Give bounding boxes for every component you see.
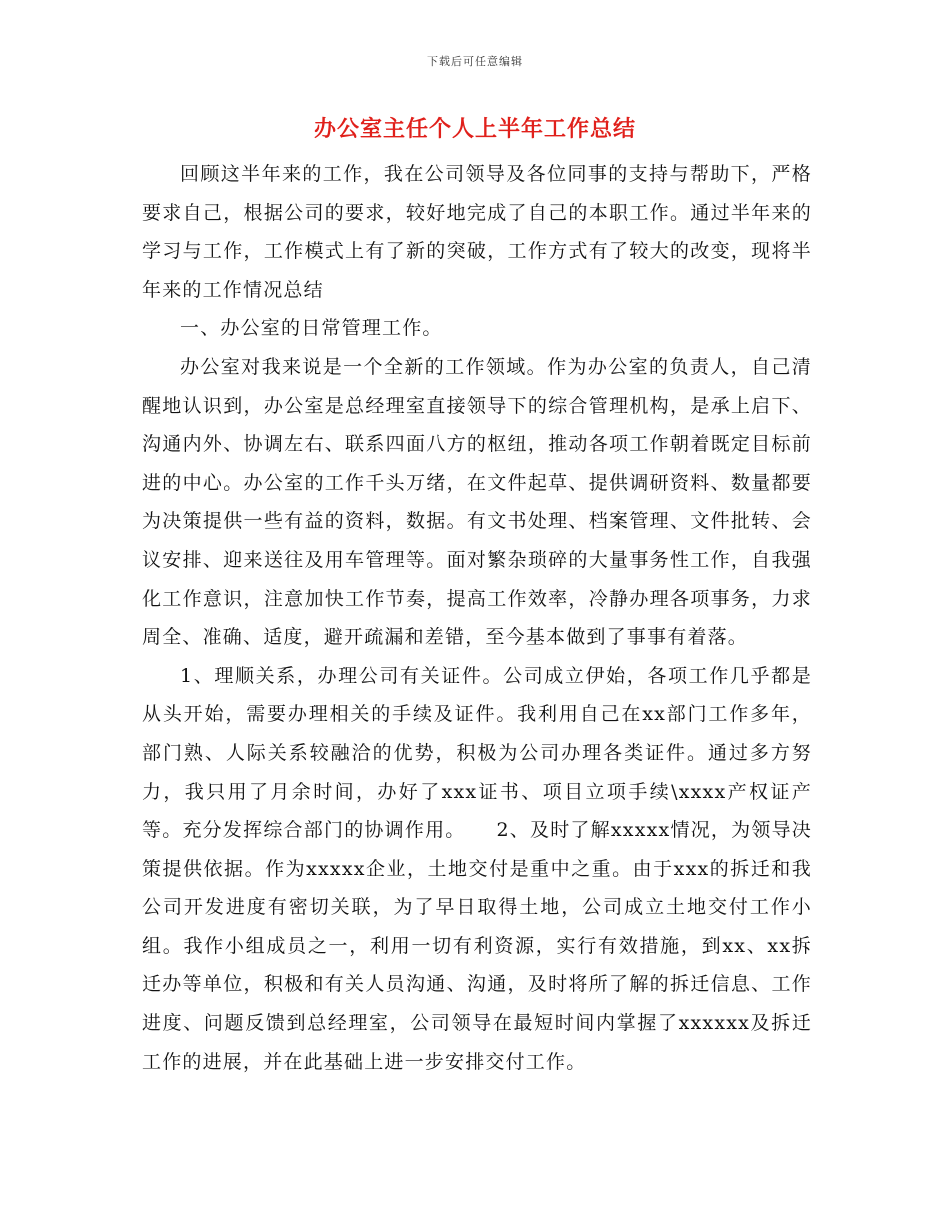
paragraph-intro: 回顾这半年来的工作，我在公司领导及各位同事的支持与帮助下，严格要求自己，根据公司的要求，较好地完成了自己的本职工作。通过半年来的学习与工作，工作模式上有了新的突破，工作方式有了较大的改变，现将半年来的工作情况总结 — [142, 163, 812, 301]
document-body — [142, 155, 812, 1081]
paragraph-certificates: 1、理顺关系，办理公司有关证件。公司成立伊始，各项工作几乎都是从头开始，需要办理相关的手续及证件。我利用自己在xx部门工作多年，部门熟、人际关系较融洽的优势，积极为公司办理各类证件。通过多方努力，我只用了月余时间，办好了xxx证书、项目立项手续\xxxx产权证产等。充分发挥综合部门的协调作用。 2、及时了解xxxxx情况，为领导决策提供依据。作为xxxxx企业，土地交付是重中之重。由于xxx的拆迁和我公司开发进度有密切关联，为了早日取得土地，公司成立土地交付工作小组。我作小组成员之一，利用一切有利资源，实行有效措施，到xx、xx拆迁办等单位，积极和有关人员沟通、沟通，及时将所了解的拆迁信息、工作进度、问题反馈到总经理室，公司领导在最短时间内掌握了xxxxxx及拆迁工作的进展，并在此基础上进一步安排交付工作。 — [142, 664, 812, 1073]
document-title: 办公室主任个人上半年工作总结 — [313, 116, 636, 142]
paragraph-office-role: 办公室对我来说是一个全新的工作领域。作为办公室的负责人，自己清醒地认识到，办公室是总经理室直接领导下的综合管理机构，是承上启下、沟通内外、协调左右、联系四面八方的枢纽，推动各项工作朝着既定目标前进的中心。办公室的工作千头万绪，在文件起草、提供调研资料、数量都要为决策提供一些有益的资料，数据。有文书处理、档案管理、文件批转、会议安排、迎来送往及用车管理等。面对繁杂琐碎的大量事务性工作，自我强化工作意识，注意加快工作节奏，提高工作效率，冷静办理各项事务，力求周全、准确、适度，避开疏漏和差错，至今基本做到了事事有着落。 — [142, 355, 812, 649]
header-note: 下载后可任意编辑 — [427, 55, 523, 68]
section-heading: 一、办公室的日常管理工作。 — [180, 317, 443, 340]
